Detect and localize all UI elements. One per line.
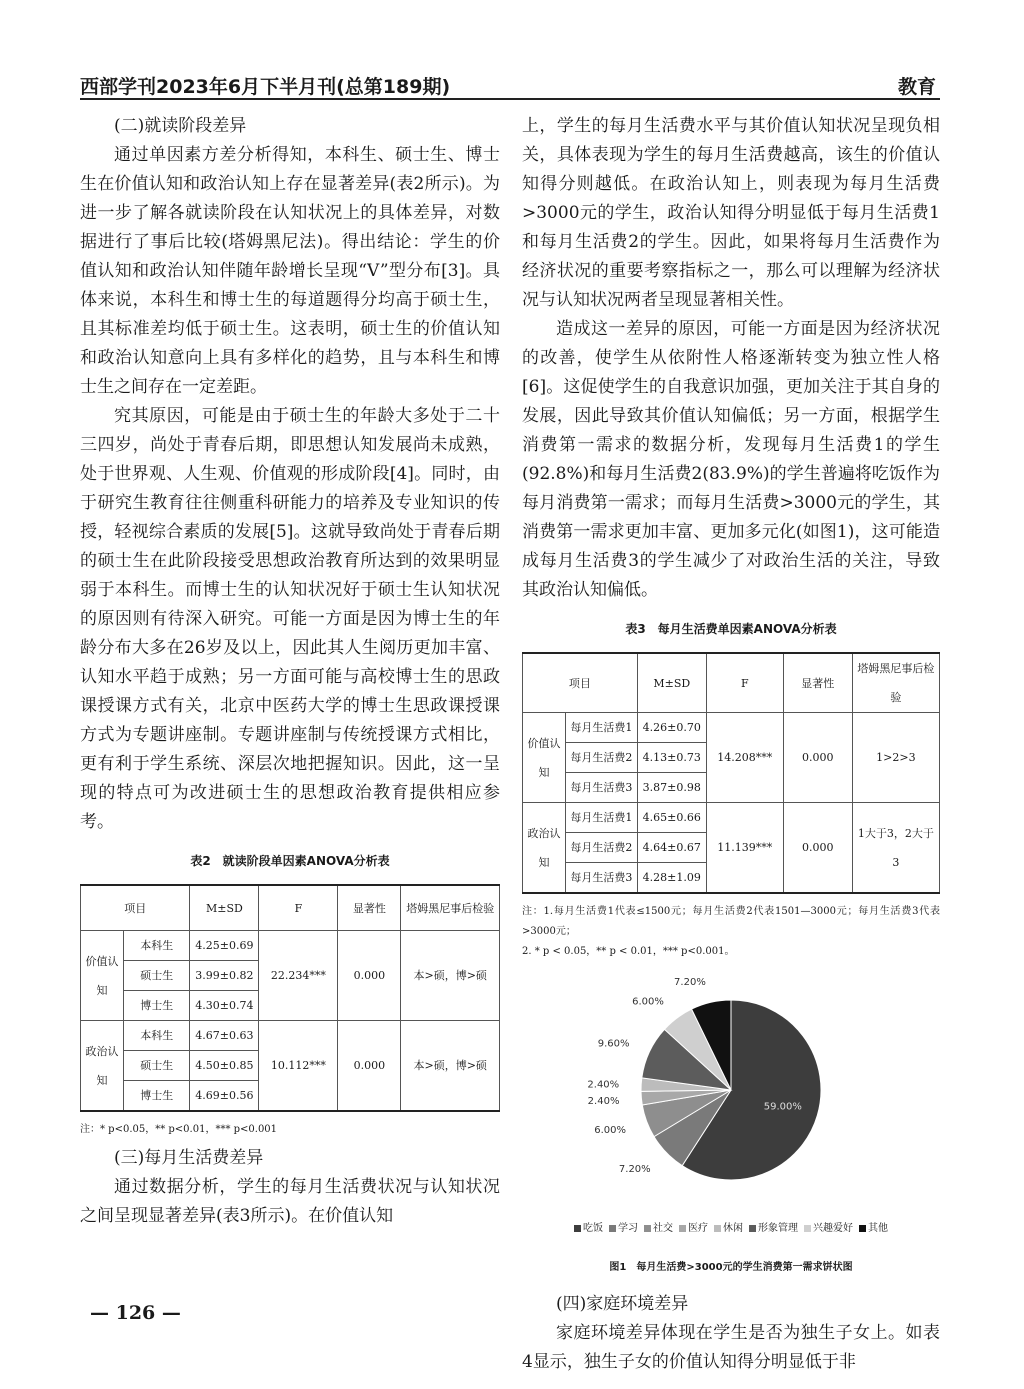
table-cell: 1>2>3 xyxy=(852,713,939,803)
legend-label: 社交 xyxy=(653,1223,673,1234)
table-row xyxy=(81,1021,500,1051)
page-number: — 126 — xyxy=(90,1302,181,1324)
pie-label-医疗: 2.40% xyxy=(587,1096,620,1108)
table-cell: 3.99±0.82 xyxy=(190,961,259,991)
paragraph: 上，学生的每月生活费水平与其价值认知状况呈现负相关，具体表现为学生的每月生活费越高，该生的价值认知得分则越低。在政治认知上，则表现为每月生活费>3000元的学生，政治认知得分明显低于每月生活费1和每月生活费2的学生。因此，如果将每月生活费作为经济状况的重要考察指标之一，那么可以理解为经济状况与认知状况两者呈现显著相关性。 xyxy=(522,116,940,310)
table-cell: 每月生活费3 xyxy=(566,773,638,803)
paragraph: 通过单因素方差分析得知，本科生、硕士生、博士生在价值认知和政治认知上存在显著差异(表2所示)。为进一步了解各就读阶段在认知状况上的具体差异，对数据进行了事后比较(塔姆黑尼法)。得出结论：学生的价值认知和政治认知伴随年龄增长呈现“V”型分布[3]。具体来说，本科生和博士生的每道题得分均高于硕士生，且其标准差均低于硕士生。这表明，硕士生的价值认知和政治认知意向上具有多样化的趋势，且与本科生和博士生之间存在一定差距。 xyxy=(80,145,500,397)
table-row xyxy=(523,803,940,833)
table-header-row xyxy=(81,885,500,931)
legend-item-学习 xyxy=(609,1214,638,1243)
table-cell: 4.67±0.63 xyxy=(190,1021,259,1051)
legend-item-形象管理 xyxy=(749,1214,798,1243)
pie-label-吃饭: 59.00% xyxy=(763,1101,802,1113)
table-header-row xyxy=(523,653,940,713)
pie-label-休闲: 2.40% xyxy=(587,1079,620,1091)
chart-legend xyxy=(522,1214,940,1243)
table-header-cell: M±SD xyxy=(190,885,259,931)
table-cell: 博士生 xyxy=(124,1081,190,1112)
table-cell: 4.65±0.66 xyxy=(637,803,706,833)
legend-item-医疗 xyxy=(679,1214,708,1243)
legend-swatch xyxy=(609,1225,616,1232)
legend-item-休闲 xyxy=(714,1214,743,1243)
table-cell: 4.50±0.85 xyxy=(190,1051,259,1081)
table-header-cell: 显著性 xyxy=(338,885,401,931)
legend-label: 学习 xyxy=(618,1223,638,1234)
table-cell: 本>硕，博>硕 xyxy=(401,931,500,1021)
legend-label: 医疗 xyxy=(688,1223,708,1234)
table-cell: 每月生活费2 xyxy=(566,833,638,863)
table-3 xyxy=(522,652,940,894)
right-column xyxy=(522,112,940,1377)
row-group-label: 价值认知 xyxy=(523,713,566,803)
row-group-label: 价值认知 xyxy=(81,931,124,1021)
paragraph: 造成这一差异的原因，可能一方面是因为经济状况的改善，使学生从依附性人格逐渐转变为独立性人格[6]。这促使学生的自我意识加强，更加关注于其自身的发展，因此导致其价值认知偏低；另一方面，根据学生消费第一需求的数据分析，发现每月生活费1的学生(92.8%)和每月生活费2(83.9%)的学生普遍将吃饭作为每月消费第一需求；而每月生活费>3000元的学生，其消费第一需求更加丰富、更加多元化(如图1)，这可能造成每月生活费3的学生减少了对政治生活的关注，导致其政治认知偏低。 xyxy=(522,319,940,600)
pie-label-形象管理: 9.60% xyxy=(597,1038,630,1050)
legend-swatch xyxy=(859,1225,866,1232)
pie-label-学习: 7.20% xyxy=(618,1164,651,1176)
legend-swatch xyxy=(749,1225,756,1232)
legend-item-吃饭 xyxy=(574,1214,603,1243)
row-group-label: 政治认知 xyxy=(523,803,566,894)
paragraph: 通过数据分析，学生的每月生活费状况与认知状况之间呈现显著差异(表3所示)。在价值认知 xyxy=(80,1177,500,1226)
table-cell: 本>硕，博>硕 xyxy=(401,1021,500,1112)
legend-swatch xyxy=(679,1225,686,1232)
table-cell: 本科生 xyxy=(124,931,190,961)
table-cell: 4.26±0.70 xyxy=(637,713,706,743)
table-cell: 11.139*** xyxy=(706,803,783,894)
table-cell: 本科生 xyxy=(124,1021,190,1051)
table-caption: 表3 每月生活费单因素ANOVA分析表 xyxy=(625,622,837,636)
table-header-cell: F xyxy=(706,653,783,713)
table-cell: 博士生 xyxy=(124,991,190,1021)
legend-swatch xyxy=(714,1225,721,1232)
journal-title: 西部学刊2023年6月下半月刊(总第189期) xyxy=(80,76,451,98)
table-note: 注：1.每月生活费1代表≤1500元；每月生活费2代表1501—3000元；每月生活费3代表>3000元； xyxy=(522,906,940,937)
legend-label: 兴趣爱好 xyxy=(813,1223,853,1234)
table-cell: 硕士生 xyxy=(124,961,190,991)
table-header-cell: 塔姆黑尼事后检验 xyxy=(852,653,939,713)
table-cell: 4.30±0.74 xyxy=(190,991,259,1021)
legend-swatch xyxy=(644,1225,651,1232)
table-header-cell: 项目 xyxy=(81,885,190,931)
table-2 xyxy=(80,884,500,1112)
pie-label-兴趣爱好: 6.00% xyxy=(632,996,664,1008)
section-heading: (四)家庭环境差异 xyxy=(556,1294,689,1314)
legend-item-兴趣爱好 xyxy=(804,1214,853,1243)
table-cell: 4.28±1.09 xyxy=(637,863,706,894)
pie-chart xyxy=(522,962,940,1212)
table-cell: 每月生活费1 xyxy=(566,713,638,743)
table-cell: 0.000 xyxy=(783,803,852,894)
pie-label-社交: 6.00% xyxy=(594,1125,627,1137)
table-row xyxy=(81,931,500,961)
table-cell: 4.69±0.56 xyxy=(190,1081,259,1112)
table-cell: 每月生活费1 xyxy=(566,803,638,833)
table-cell: 1大于3，2大于3 xyxy=(852,803,939,894)
table-cell: 0.000 xyxy=(338,1021,401,1112)
table-cell: 0.000 xyxy=(338,931,401,1021)
figure-caption: 图1 每月生活费>3000元的学生消费第一需求饼状图 xyxy=(609,1262,853,1273)
paragraph: 究其原因，可能是由于硕士生的年龄大多处于二十三四岁，尚处于青春后期，即思想认知发展尚未成熟，处于世界观、人生观、价值观的形成阶段[4]。同时，由于研究生教育往往侧重科研能力的培养及专业知识的传授，轻视综合素质的发展[5]。这就导致尚处于青春后期的硕士生在此阶段接受思想政治教育所达到的效果明显弱于本科生。而博士生的认知状况好于硕士生认知状况的原因则有待深入研究。可能一方面是因为博士生的年龄分布大多在26岁及以上，因此其人生阅历更加丰富、认知水平趋于成熟；另一方面可能与高校博士生的思政课授课方式有关，北京中医药大学的博士生思政课授课方式为专题讲座制。专题讲座制与传统授课方式相比，更有利于学生系统、深层次地把握知识。因此，这一呈现的特点可为改进硕士生的思想政治教育提供相应参考。 xyxy=(80,406,500,832)
legend-swatch xyxy=(804,1225,811,1232)
section-heading: (三)每月生活费差异 xyxy=(114,1148,264,1168)
table-note: 2. * p < 0.05，** p < 0.01，*** p<0.001。 xyxy=(522,946,735,957)
table-cell: 每月生活费2 xyxy=(566,743,638,773)
table-cell: 10.112*** xyxy=(259,1021,338,1112)
section-heading: (二)就读阶段差异 xyxy=(114,116,247,136)
table-cell: 4.25±0.69 xyxy=(190,931,259,961)
legend-label: 形象管理 xyxy=(758,1223,798,1234)
legend-item-其他 xyxy=(859,1214,888,1243)
legend-swatch xyxy=(574,1225,581,1232)
pie-chart-svg xyxy=(522,962,940,1212)
table-cell: 22.234*** xyxy=(259,931,338,1021)
legend-label: 吃饭 xyxy=(583,1223,603,1234)
left-column xyxy=(80,112,500,1231)
table-header-cell: 显著性 xyxy=(783,653,852,713)
legend-label: 休闲 xyxy=(723,1223,743,1234)
paragraph: 家庭环境差异体现在学生是否为独生子女上。如表4显示，独生子女的价值认知得分明显低于非 xyxy=(522,1323,940,1372)
table-note: 注：* p<0.05，** p<0.01，*** p<0.001 xyxy=(80,1124,278,1135)
table-cell: 3.87±0.98 xyxy=(637,773,706,803)
table-header-cell: 项目 xyxy=(523,653,638,713)
table-row xyxy=(523,713,940,743)
table-header-cell: F xyxy=(259,885,338,931)
table-cell: 4.64±0.67 xyxy=(637,833,706,863)
table-cell: 每月生活费3 xyxy=(566,863,638,894)
legend-item-社交 xyxy=(644,1214,673,1243)
table-cell: 14.208*** xyxy=(706,713,783,803)
table-header-cell: M±SD xyxy=(637,653,706,713)
table-cell: 硕士生 xyxy=(124,1051,190,1081)
table-cell: 4.13±0.73 xyxy=(637,743,706,773)
section-label: 教育 xyxy=(897,76,936,98)
table-header-cell: 塔姆黑尼事后检验 xyxy=(401,885,500,931)
legend-label: 其他 xyxy=(868,1223,888,1234)
pie-label-其他: 7.20% xyxy=(674,976,706,988)
table-caption: 表2 就读阶段单因素ANOVA分析表 xyxy=(190,854,390,868)
running-header xyxy=(80,68,940,100)
table-cell: 0.000 xyxy=(783,713,852,803)
row-group-label: 政治认知 xyxy=(81,1021,124,1112)
